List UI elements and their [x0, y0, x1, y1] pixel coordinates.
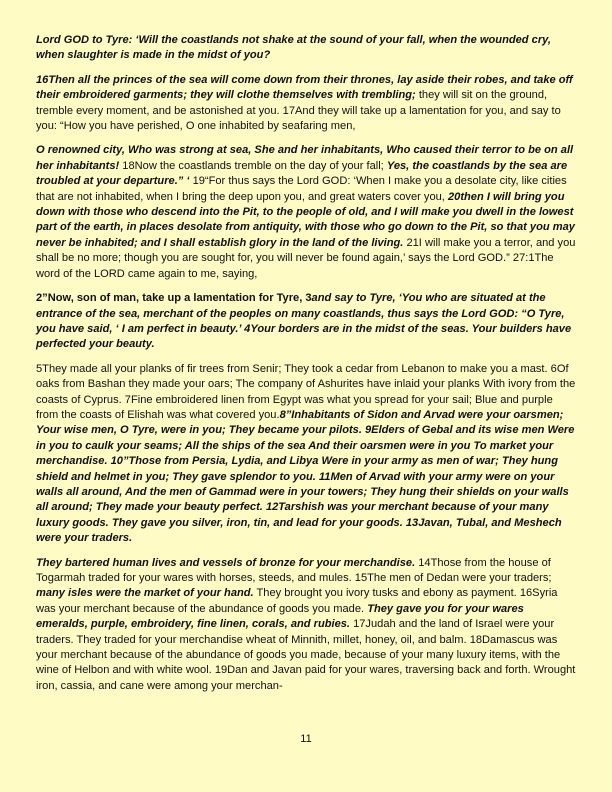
paragraph-2 — [36, 73, 576, 135]
text-run: and say to Tyre, ‘You who are situated at the entrance of the sea, merchant of the peoples on many coastlands, thus says the Lord GOD: “O Tyre, you have said, ‘ I am perfect in beauty.’ 4Your borders are in the midst of the seas. Your builders have perfected your beauty. — [36, 292, 572, 351]
text-run: 18Now the coastlands tremble on the day of your fall; — [119, 159, 387, 172]
paragraph-5 — [36, 362, 576, 547]
text-run: 8”Inhabitants of Sidon and Arvad were your oarsmen; Your wise men, O Tyre, were in you; They became your pilots. 9Elders of Gebal and its wise men Were in you to caulk your seams; All the ships of the sea And their oarsmen were in you To market your merchandise. 10”Those from Persia, Lydia, and Libya Were in your army as men of war; They hung shield and helmet in you; They gave splendor to you. 11Men of Arvad with your army were on your walls all around, And the men of Gammad were in your towers; They hung their shields on your walls all around; They made your beauty perfect. 12Tarshish was your merchant because of your many luxury goods. They gave you silver, iron, tin, and lead for your goods. 13Javan, Tubal, and Meshech were your traders. — [36, 408, 575, 545]
text-run: 16Then all the princes of the sea will come down from their thrones, lay aside their robes, and take off their embroidered garments; they will clothe themselves with trembling; — [36, 73, 573, 102]
text-run: 2”Now, son of man, take up a lamentation for Tyre, 3 — [36, 292, 312, 305]
text-run: They gave you for your wares emeralds, purple, embroidery, fine linen, corals, and rubies. — [36, 602, 524, 631]
text-run: they will sit on the ground, tremble every moment, and be astonished at you. 17And they will take up a lamentation for you, and say to you: “How you have perished, O one inhabited by seafaring men, — [36, 89, 561, 133]
text-run: Lord GOD to Tyre: ‘Will the coastlands not shake at the sound of your fall, when the wounded cry, when slaughter is made in the midst of you? — [36, 34, 551, 62]
text-run: 5They made all your planks of fir trees from Senir; They took a cedar from Lebanon to make you a mast. 6Of oaks from Bashan they made your oars; The company of Ashurites have inlaid your planks With ivory from the coasts of Cyprus. 7Fine embroidered linen from Egypt was what you spread for your sail; Blue and purple from the coasts of Elishah was what covered you. — [36, 362, 576, 421]
text-run: 17Judah and the land of Israel were your traders. They traded for your merchandise wheat of Minnith, millet, honey, oil, and balm. 18Damascus was your merchant because of the abundance of goods you made, because of your many luxury items, with the wine of Helbon and with white wool. 19Dan and Javan paid for your wares, traversing back and forth. Wrought iron, cassia, and cane were among your merchan- — [36, 618, 576, 692]
paragraph-1 — [36, 33, 576, 64]
text-run: 19“For thus says the Lord GOD: ‘When I make you a desolate city, like cities that are not inhabited, when I bring the deep upon you, and great waters cover you, — [36, 175, 567, 203]
text-run: Yes, the coastlands by the sea are troubled at your departure.” ‘ — [36, 159, 568, 188]
text-run: They brought you ivory tusks and ebony as payment. 16Syria was your merchant because of the abundance of goods you made. — [36, 587, 558, 615]
text-run: 20then I will bring you down with those who descend into the Pit, to the people of old, and I will make you dwell in the lowest part of the earth, in places desolate from antiquity, with those who go down to the Pit, so that you may never be inhabited; and I shall establish glory in the land of the living. — [36, 190, 575, 249]
text-run: 14Those from the house of Togarmah traded for your wares with horses, steeds, and mules. 15The men of Dedan were your traders; — [36, 556, 552, 584]
text-run: They bartered human lives and vessels of bronze for your merchandise. — [36, 556, 416, 569]
paragraph-6 — [36, 556, 576, 695]
text-run: O renowned city, Who was strong at sea, She and her inhabitants, Who caused their terror to be on all her inhabitants! — [36, 144, 574, 172]
text-run: 21I will make you a terror, and you shall be no more; though you are sought for, you will never be found again,’ says the Lord GOD.” 27:1The word of the LORD came again to me, saying, — [36, 236, 576, 280]
page-number: 11 — [300, 733, 312, 745]
text-run: many isles were the market of your hand. — [36, 587, 254, 600]
paragraph-4 — [36, 291, 576, 353]
paragraph-3 — [36, 143, 576, 282]
